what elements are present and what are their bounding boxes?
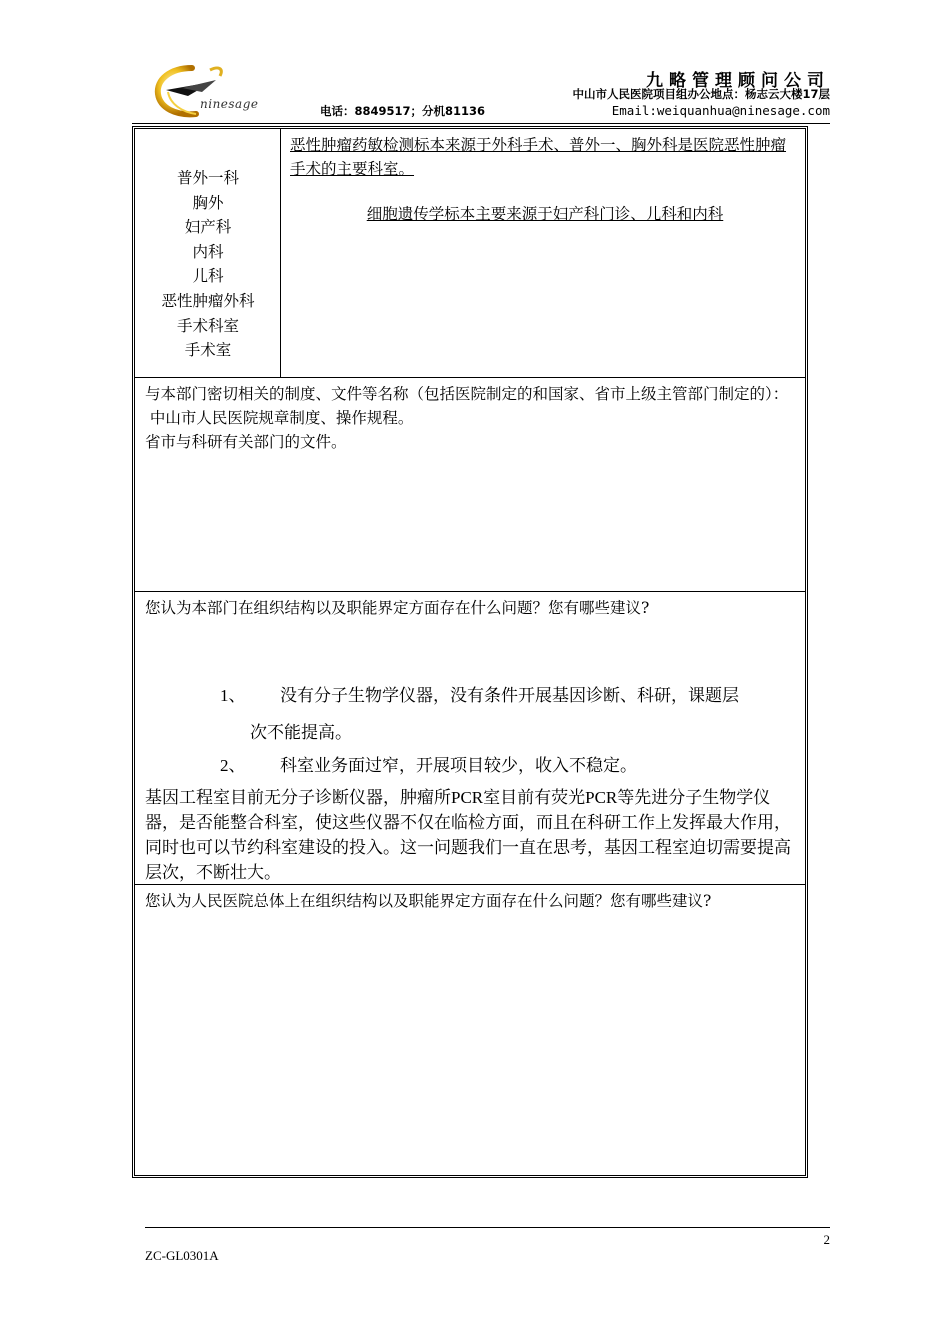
relation-cell (290, 133, 800, 224)
issue-text-continued: 次不能提高。 (250, 723, 352, 742)
regulations-question: 与本部门密切相关的制度、文件等名称（包括医院制定的和国家、省市上级主管部门制定的）： (145, 385, 789, 403)
logo-text: ninesage (200, 97, 259, 111)
department-item: 内科 (192, 242, 224, 261)
footer-rule (145, 1227, 830, 1228)
department-item: 手术科室 (176, 316, 239, 335)
department-item: 胸外 (192, 193, 224, 212)
phone: 电话：8849517；分机81136 (320, 104, 486, 118)
page-number: 2 (823, 1232, 830, 1247)
issue-number: 1、 (220, 686, 246, 705)
document-code: ZC-GL0301A (145, 1248, 219, 1263)
department-item: 儿科 (192, 267, 224, 286)
issue-text: 科室业务面过窄，开展项目较少，收入不稳定。 (280, 756, 637, 775)
issues-paragraph: 基因工程室目前无分子诊断仪器，肿瘤所PCR室目前有荧光PCR等先进分子生物学仪器，是否能整合科室，使这些仪器不仅在临检方面，而且在科研工作上发挥最大作用，同时也可以节约科室建设的投入。这一问题我们一直在思考，基因工程室迫切需要提高层次，不断壮大。 (145, 788, 791, 882)
department-list (138, 166, 278, 363)
office-address: 中山市人民医院项目组办公地点：杨志云大楼17层 (572, 87, 830, 101)
column-divider (280, 129, 281, 377)
regulations-answer-1: 中山市人民医院规章制度、操作规程。 (145, 409, 414, 427)
row-divider (135, 591, 805, 592)
department-item: 妇产科 (184, 218, 232, 237)
department-item: 普外一科 (176, 169, 239, 187)
hospital-issues-question: 您认为人民医院总体上在组织结构以及职能界定方面存在什么问题？您有哪些建议? (145, 892, 712, 910)
row-divider (135, 377, 805, 378)
email: Email:weiquanhua@ninesage.com (611, 103, 830, 118)
relation-text-1: 恶性肿瘤药敏检测标本来源于外科手术、普外一、胸外科是医院恶性肿瘤手术的主要科室。 (290, 136, 787, 178)
regulations-section (145, 382, 800, 454)
regulations-answer-2: 省市与科研有关部门的文件。 (145, 433, 347, 451)
department-item: 手术室 (184, 341, 232, 360)
header-rule (132, 123, 830, 124)
company-logo (152, 62, 270, 120)
issue-text: 没有分子生物学仪器，没有条件开展基因诊断、科研，课题层 (280, 686, 739, 705)
dept-issues-question: 您认为本部门在组织结构以及职能界定方面存在什么问题？您有哪些建议? (145, 599, 650, 617)
relation-text-2: 细胞遗传学标本主要来源于妇产科门诊、儿科和内科 (366, 205, 724, 223)
company-name: 九略管理顾问公司 (646, 71, 830, 91)
department-item: 恶性肿瘤外科 (161, 291, 255, 310)
issue-number: 2、 (220, 756, 246, 775)
